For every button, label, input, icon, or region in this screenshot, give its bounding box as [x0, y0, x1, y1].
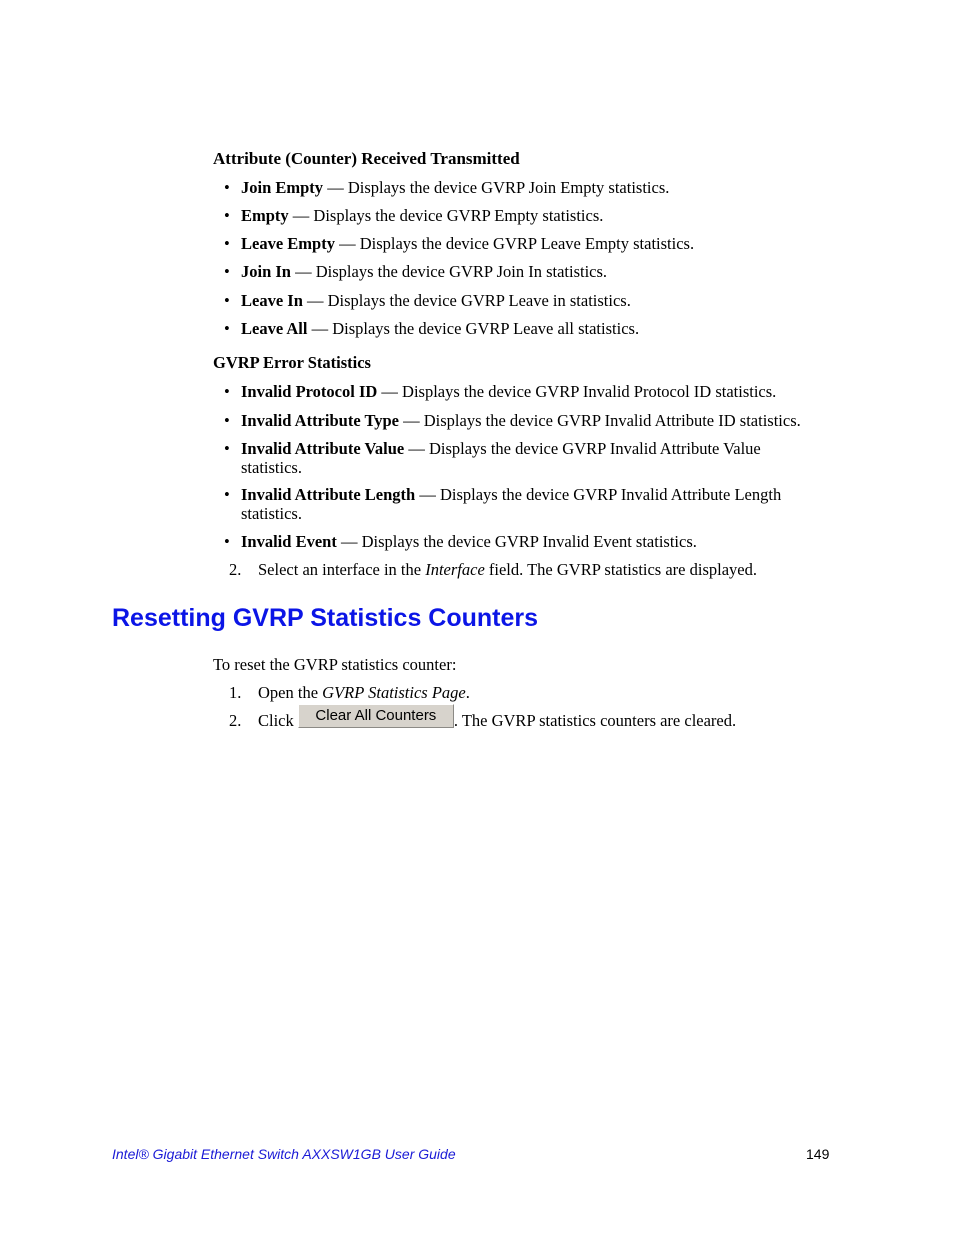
step-emphasis: Interface: [425, 560, 485, 579]
item-description: — Displays the device GVRP Leave Empty statistics.: [334, 234, 695, 253]
step-text: Open the: [258, 683, 323, 702]
step-text: Select an interface in the: [258, 560, 426, 579]
footer-page-number: 149: [806, 1146, 830, 1162]
step-number: 2.: [229, 560, 242, 579]
item-description: — Displays the device GVRP Leave all statistics.: [307, 319, 640, 338]
item-description: — Displays the device GVRP Invalid Attribute Length statistics.: [241, 485, 782, 523]
item-term: Invalid Attribute Value: [241, 439, 405, 458]
item-term: Leave All: [241, 319, 308, 338]
item-term: Invalid Event: [241, 532, 337, 551]
step-number: 1.: [229, 683, 242, 702]
item-term: Join Empty: [241, 178, 324, 197]
item-term: Invalid Attribute Length: [241, 485, 416, 504]
step-number: 2.: [229, 711, 242, 730]
item-term: Join In: [241, 262, 291, 281]
step-text: field. The GVRP statistics are displayed.: [484, 560, 757, 579]
clear-all-counters-button[interactable]: Clear All Counters: [298, 704, 454, 728]
item-description: — Displays the device GVRP Join Empty statistics.: [323, 178, 670, 197]
section-heading-attribute-counters: Attribute (Counter) Received Transmitted: [213, 149, 520, 168]
item-term: Empty: [241, 206, 289, 225]
item-term: Invalid Protocol ID: [241, 382, 378, 401]
item-description: — Displays the device GVRP Empty statistics.: [288, 206, 604, 225]
item-description: — Displays the device GVRP Join In statistics.: [290, 262, 608, 281]
item-term: Leave Empty: [241, 234, 335, 253]
item-description: — Displays the device GVRP Invalid Attribute Value statistics.: [241, 439, 761, 477]
item-term: Invalid Attribute Type: [241, 411, 399, 430]
step-text: Click: [258, 711, 298, 730]
step-emphasis: GVRP Statistics Page: [322, 683, 466, 702]
footer-document-title: Intel® Gigabit Ethernet Switch AXXSW1GB User Guide: [112, 1146, 456, 1162]
item-description: — Displays the device GVRP Invalid Event statistics.: [336, 532, 697, 551]
intro-text: To reset the GVRP statistics counter:: [213, 655, 457, 674]
step-text: . The GVRP statistics counters are cleared.: [453, 711, 737, 730]
item-description: — Displays the device GVRP Invalid Attribute ID statistics.: [399, 411, 801, 430]
step-text: .: [465, 683, 470, 702]
item-description: — Displays the device GVRP Leave in statistics.: [302, 291, 631, 310]
section-heading-gvrp-errors: GVRP Error Statistics: [213, 353, 371, 372]
item-description: — Displays the device GVRP Invalid Protocol ID statistics.: [377, 382, 777, 401]
item-term: Leave In: [241, 291, 303, 310]
page-title: Resetting GVRP Statistics Counters: [112, 604, 539, 632]
